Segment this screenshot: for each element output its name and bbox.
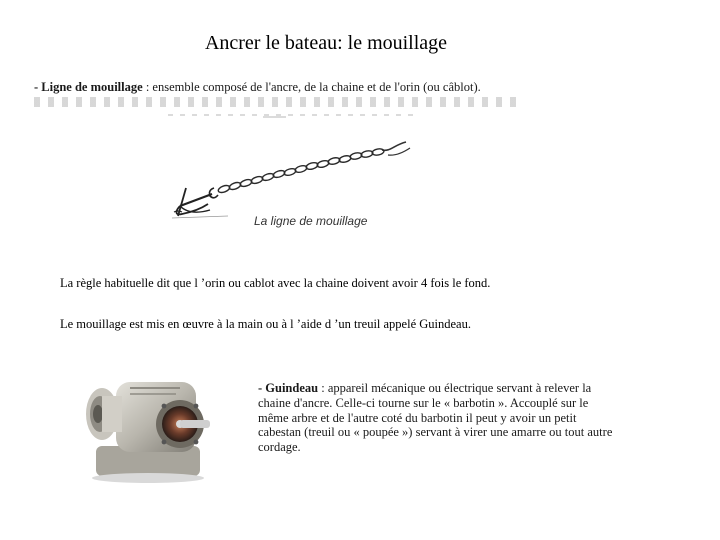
definition-ligne-de-mouillage: : ensemble composé de l'ancre, de la chaine et de l'orin (ou câblot). bbox=[142, 80, 481, 94]
scan-cutoff-line bbox=[34, 97, 524, 107]
windlass-illustration bbox=[76, 362, 218, 484]
term-guindeau: - Guindeau bbox=[258, 381, 319, 395]
term-ligne-de-mouillage: - Ligne de mouillage bbox=[34, 80, 143, 94]
page-title: Ancrer le bateau: le mouillage bbox=[204, 32, 448, 54]
scanned-definition-guindeau bbox=[258, 381, 620, 455]
scanned-definition-mouillage bbox=[34, 80, 524, 114]
paragraph-rule: La règle habituelle dit que l ’orin ou cablot avec la chaine doivent avoir 4 fois le fond. bbox=[60, 276, 491, 290]
figure-caption: La ligne de mouillage bbox=[254, 214, 368, 228]
definition-guindeau: : appareil mécanique ou électrique servant à relever la chaine d'ancre. Celle-ci tourne sur le « barbotin ». Accouplé sur le même arbre et de l'autre coté du barbotin il peut y avoir un petit cabestan (treuil ou « poupée ») servant à virer une amarre ou tout autre cordage. bbox=[258, 381, 613, 455]
windlass-photo bbox=[76, 362, 218, 484]
paragraph-method: Le mouillage est mis en œuvre à la main ou à l ’aide d ’un treuil appelé Guindeau. bbox=[60, 317, 471, 331]
